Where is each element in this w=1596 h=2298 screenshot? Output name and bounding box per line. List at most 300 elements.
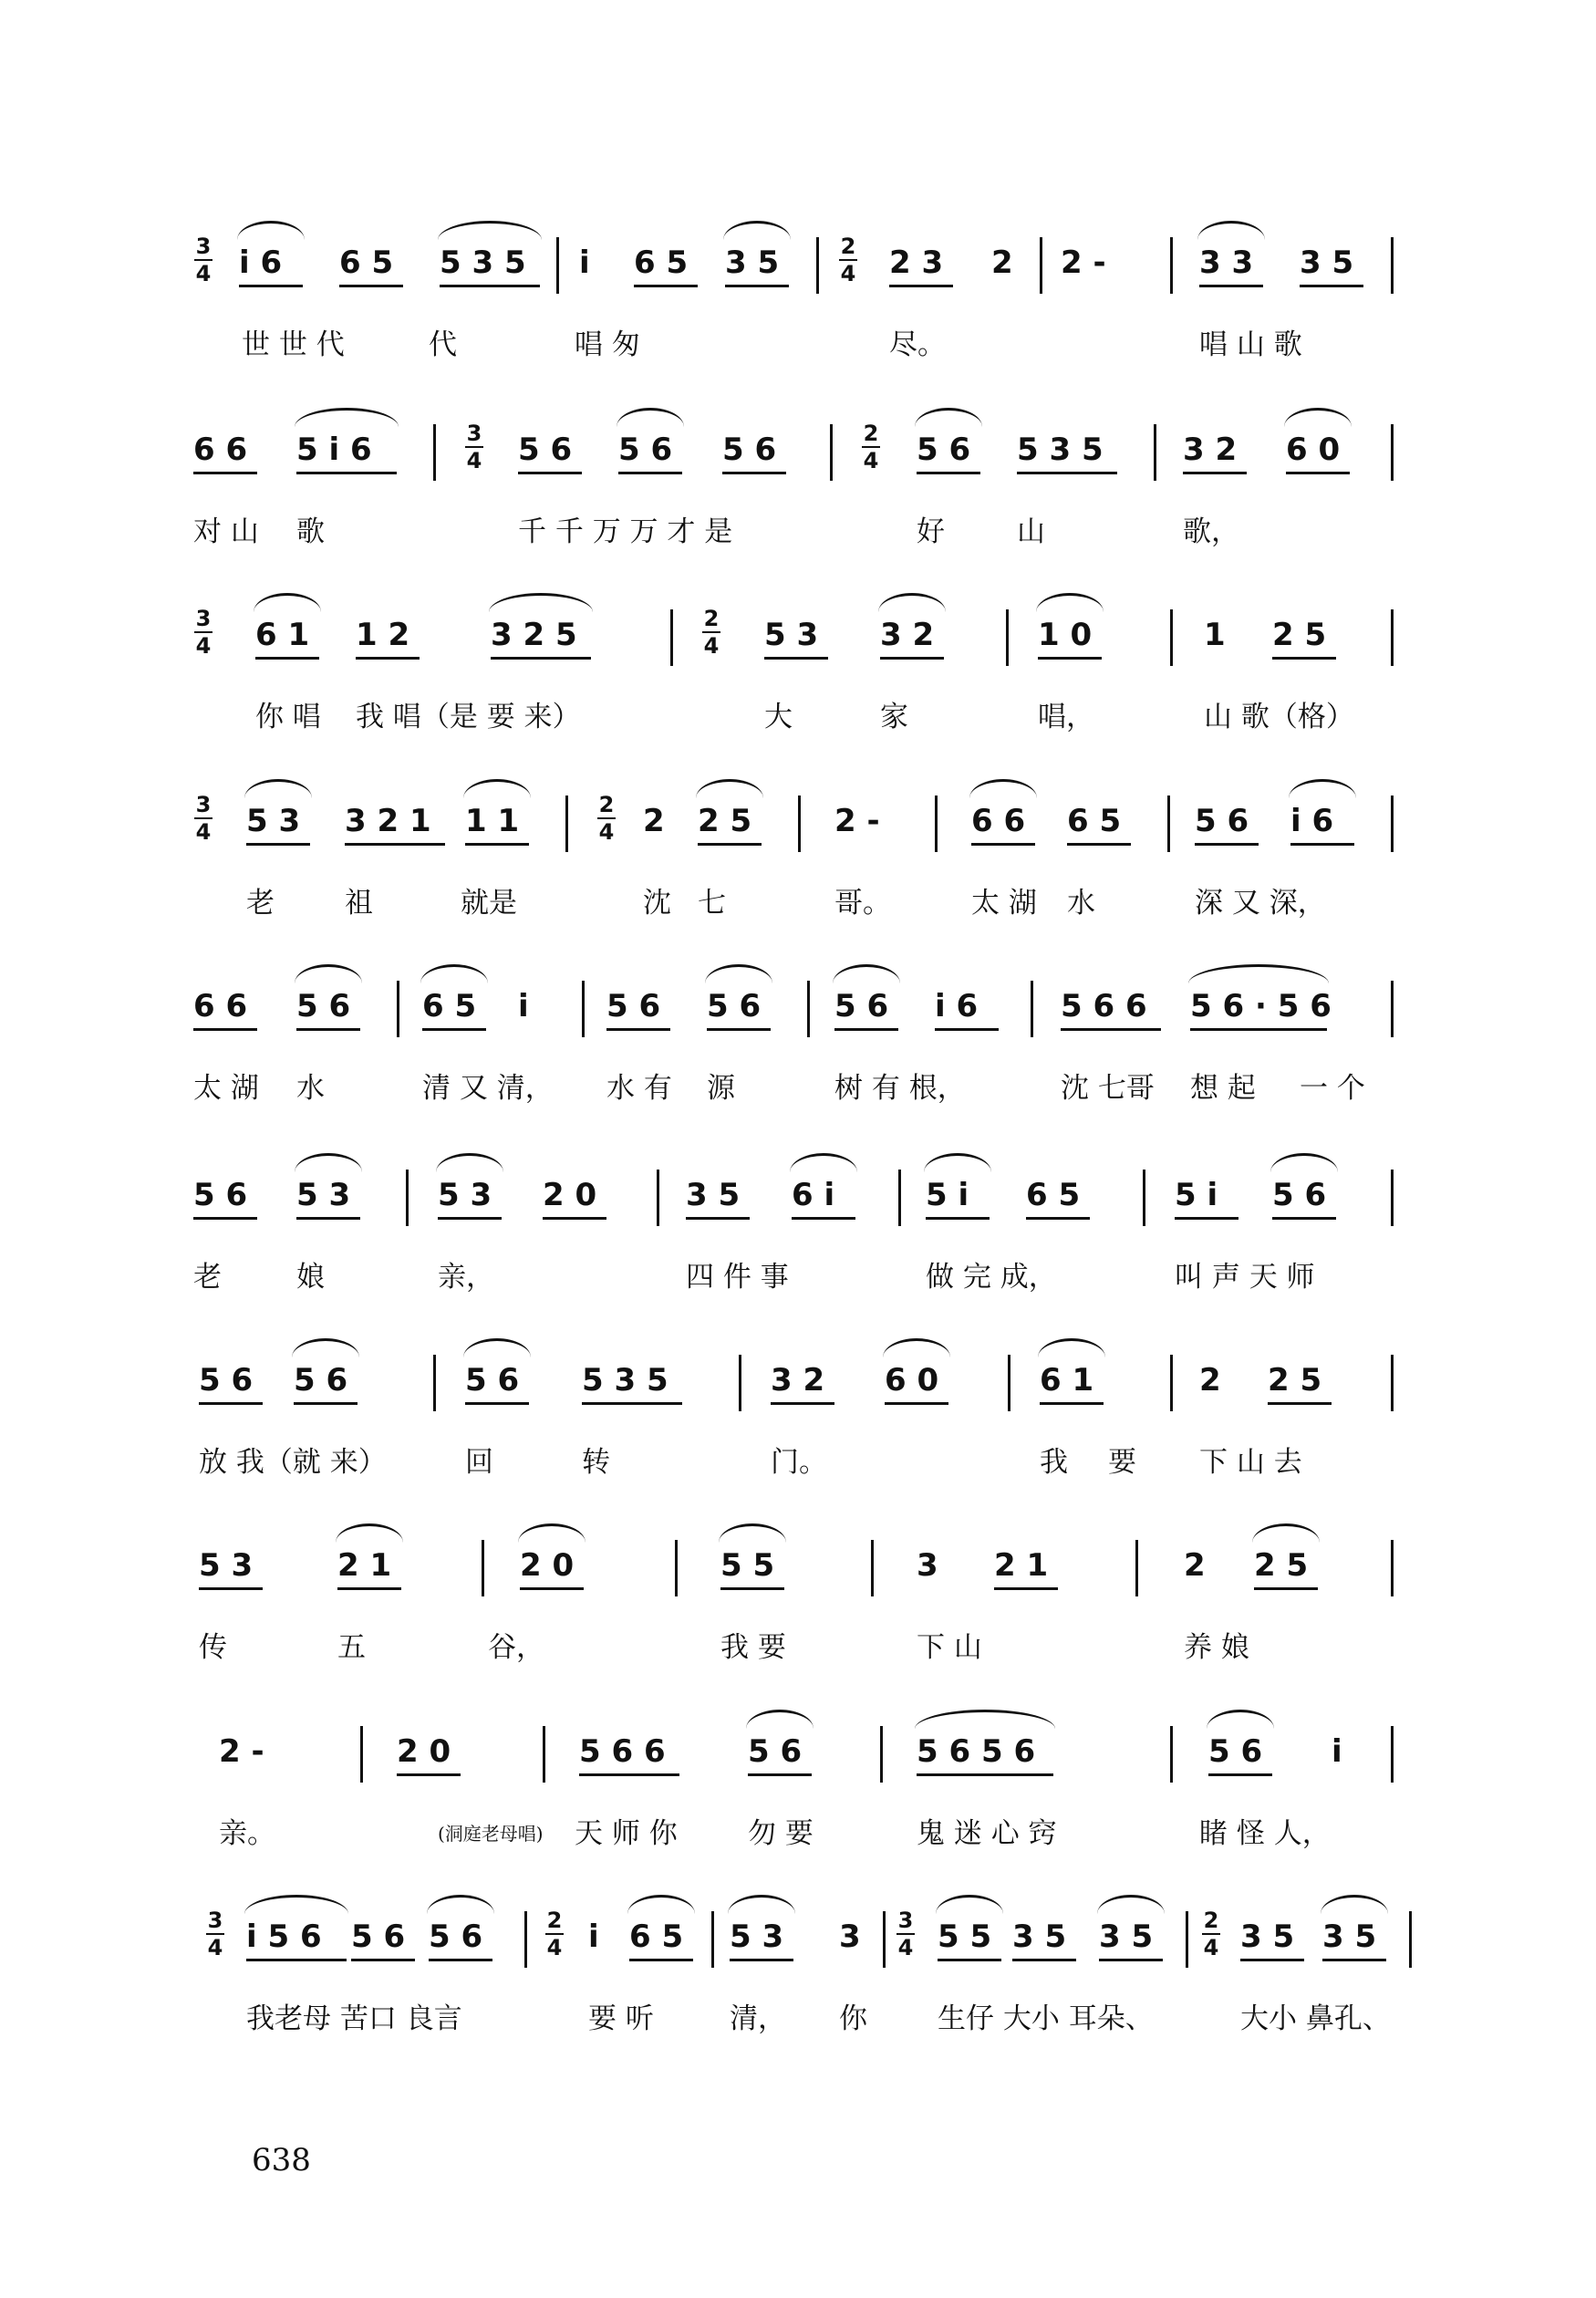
lyric-text: 生仔 大小 耳朵、 [938,2002,1154,2035]
note-group: i [579,244,590,281]
beam-underline [1208,1773,1272,1776]
slur-mark [1036,593,1104,612]
lyric-text: 太 湖 [193,1072,259,1105]
lyric-text: 叫 声 天 师 [1175,1261,1315,1294]
beam-underline [971,843,1035,846]
bar-line [1170,609,1173,666]
beam-underline [1017,472,1117,474]
lyric-text: 代 [429,328,457,361]
beam-underline [730,1959,793,1961]
note-group: 5 3 [730,1918,784,1955]
note-group: 6 i [792,1177,835,1213]
beam-underline [606,1028,670,1031]
note-group: 2 5 [1272,617,1327,653]
beam-underline [889,285,953,287]
beam-underline [938,1959,1001,1961]
bar-line [433,424,436,481]
bar-line [543,1726,545,1783]
lyric-text: 娘 [296,1261,325,1294]
bar-line [1391,981,1394,1037]
beam-underline [618,472,682,474]
note-group: 2 0 [520,1547,575,1584]
note-group: 5 6 [1195,803,1249,839]
lyric-text: 老 [193,1261,222,1294]
beam-underline [296,472,397,474]
lyric-text: 水 [296,1072,325,1105]
note-group: 5 6 [748,1733,803,1770]
beam-underline [707,1028,771,1031]
note-group: 3 2 1 [345,803,431,839]
beam-underline [296,1217,360,1220]
beam-underline [351,1959,415,1961]
beam-underline [764,657,828,660]
bar-line [1186,1911,1188,1968]
slur-mark [746,1710,814,1729]
note-group: 5 6 [429,1918,483,1955]
beam-underline [345,843,445,846]
lyric-text: 尽。 [889,328,946,361]
beam-underline [1254,1587,1318,1590]
beam-underline [1026,1217,1090,1220]
time-signature: 3 4 [897,1908,914,1960]
notation-line [0,1893,1596,1993]
lyric-text: 千 千 万 万 才 是 [518,515,733,548]
slur-mark [295,408,399,427]
bar-line [360,1726,363,1783]
note-group: 6 6 [971,803,1026,839]
slur-mark [244,779,312,798]
bar-line [397,981,399,1037]
bar-line [1167,795,1170,852]
note-group: 5 6 [606,988,661,1024]
bar-line [670,609,673,666]
lyric-text: 对 山 [193,515,259,548]
note-group: 5 6 [193,1177,248,1213]
slur-mark [489,593,593,612]
note-group: i [1332,1733,1342,1770]
lyric-text: 山 歌（格） [1204,701,1354,733]
note-group: 3 5 [1099,1918,1154,1955]
lyric-text: 门。 [771,1446,827,1479]
slur-mark [723,221,791,240]
time-signature: 2 4 [1203,1908,1219,1960]
note-group: 2 [1199,1362,1221,1399]
note-group: 5 6 [707,988,762,1024]
lyric-line [0,508,1596,563]
beam-underline [1067,843,1131,846]
note-group: 2 - [834,803,880,839]
note-group: 5 6 6 [579,1733,666,1770]
slur-mark [518,1523,586,1543]
slur-mark [336,1523,403,1543]
lyric-text: 源 [707,1072,735,1105]
note-group: 5 6 [199,1362,254,1399]
note-group: 3 [839,1918,861,1955]
beam-underline [1175,1217,1238,1220]
lyric-text: 太 湖 [971,887,1037,920]
beam-underline [294,1402,358,1405]
note-group: 2 5 [1254,1547,1309,1584]
bar-line [1143,1170,1145,1226]
note-group: 5 6 [1272,1177,1327,1213]
lyric-text: 就是 [461,887,517,920]
lyric-text: 天 师 你 [575,1817,678,1850]
note-group: 1 1 [465,803,520,839]
note-group: 5 3 5 [582,1362,668,1399]
lyric-line [0,1065,1596,1119]
bar-line [1170,1355,1173,1411]
note-group: i 6 [239,244,283,281]
beam-underline [582,1402,682,1405]
lyric-text: 水 有 [606,1072,672,1105]
lyric-text: 树 有 根， [834,1072,966,1105]
bar-line [675,1540,678,1596]
note-group: 2 1 [337,1547,392,1584]
bar-line [1170,1726,1173,1783]
beam-underline [246,1959,347,1961]
note-group: 2 1 [994,1547,1049,1584]
bar-line [880,1726,883,1783]
slur-mark [1252,1523,1320,1543]
lyric-text: 我老母 苦口 良言 [246,2002,462,2035]
note-group: 3 5 [725,244,780,281]
lyric-text: 你 唱 [255,701,321,733]
beam-underline [296,1028,360,1031]
time-signature: 3 4 [207,1908,223,1960]
bar-line [1154,424,1156,481]
slur-mark [1038,1338,1105,1357]
note-group: 3 [917,1547,938,1584]
beam-underline [440,285,540,287]
lyric-text: 我 [1040,1446,1068,1479]
beam-underline [1038,657,1102,660]
beam-underline [429,1959,492,1961]
time-signature: 3 4 [195,606,212,659]
lyric-text: 大小 鼻孔、 [1240,2002,1391,2035]
beam-underline [698,843,762,846]
beam-underline [339,285,403,287]
lyric-text: 养 娘 [1184,1631,1249,1664]
note-group: 6 6 [193,432,248,468]
lyric-text: 清 又 清， [422,1072,554,1105]
lyric-text: 你 [839,2002,867,2035]
lyric-text: 做 完 成， [926,1261,1057,1294]
note-group: 5 6 · 5 6 [1190,988,1332,1024]
lyric-text: 清， [730,2002,786,2035]
bar-line [883,1911,886,1968]
note-group: 5 6 [518,432,573,468]
lyric-text: 山 [1017,515,1045,548]
beam-underline [255,657,319,660]
lyric-text: 深 又 深， [1195,887,1326,920]
time-signature: 2 4 [703,606,720,659]
lyric-text: 要 [1108,1446,1136,1479]
lyric-text: 我 唱（是 要 来） [356,701,581,733]
bar-line [1391,609,1394,666]
bar-line [1031,981,1033,1037]
bar-line [1006,609,1009,666]
note-group: 2 [1184,1547,1206,1584]
beam-underline [771,1402,834,1405]
slur-mark [617,408,684,427]
note-group: 6 5 [1026,1177,1081,1213]
lyric-text: 谷， [488,1631,544,1664]
note-group: 3 2 [880,617,935,653]
lyric-text: 水 [1067,887,1095,920]
beam-underline [1322,1959,1386,1961]
slur-mark [438,221,542,240]
note-group: i 6 [1290,803,1334,839]
beam-underline [1268,1402,1332,1405]
slur-mark [292,1338,359,1357]
beam-underline [543,1217,606,1220]
lyric-text: 下 山 [917,1631,982,1664]
beam-underline [885,1402,948,1405]
note-group: 6 0 [1286,432,1341,468]
bar-line [739,1355,741,1411]
slur-mark [883,1338,950,1357]
note-group: 5 6 [722,432,777,468]
bar-line [582,981,585,1037]
beam-underline [917,1773,1053,1776]
beam-underline [246,843,310,846]
beam-underline [518,472,582,474]
beam-underline [193,1217,257,1220]
beam-underline [748,1773,812,1776]
beam-underline [834,1028,898,1031]
bar-line [1008,1355,1010,1411]
notation-line [0,406,1596,506]
lyric-line [0,1810,1596,1865]
beam-underline [465,1402,529,1405]
slur-mark [254,593,321,612]
lyric-text: 家 [880,701,908,733]
lyric-line [0,1439,1596,1493]
note-group: i 6 [935,988,979,1024]
slur-mark [1197,221,1265,240]
slur-mark [790,1153,857,1172]
note-group: 3 3 [1199,244,1254,281]
slur-mark [969,779,1037,798]
bar-line [1170,237,1173,294]
bar-line [524,1911,527,1968]
lyric-text: 放 我（就 来） [199,1446,387,1479]
note-group: 3 5 [1012,1918,1067,1955]
lyric-text: 五 [337,1631,366,1664]
lyric-text: 唱 匆 [575,328,640,361]
lyric-text: 大 [764,701,793,733]
slur-mark [1207,1710,1274,1729]
lyric-text: 一 个 [1300,1072,1365,1105]
beam-underline [1012,1959,1076,1961]
note-group: 5 6 [1208,1733,1263,1770]
beam-underline [199,1402,263,1405]
slur-mark [915,1710,1055,1729]
lyric-text: 唱， [1038,701,1094,733]
slur-mark [295,1153,362,1172]
beam-underline [465,843,529,846]
note-group: 5 6 [834,988,889,1024]
bar-line [1040,237,1042,294]
note-group: 1 2 [356,617,410,653]
note-group: 3 2 [1183,432,1238,468]
note-group: 6 0 [885,1362,939,1399]
bar-line [1135,1540,1138,1596]
note-group: 3 2 5 [491,617,577,653]
note-group: 5 6 [465,1362,520,1399]
time-signature: 2 4 [840,234,856,286]
note-group: 2 0 [543,1177,597,1213]
beam-underline [397,1773,461,1776]
time-signature: 3 4 [466,421,482,473]
beam-underline [792,1217,855,1220]
beam-underline [725,285,789,287]
beam-underline [239,285,303,287]
lyric-text: 四 件 事 [686,1261,789,1294]
bar-line [556,237,559,294]
note-group: 5 6 [351,1918,406,1955]
beam-underline [1099,1959,1163,1961]
slur-mark [833,964,900,983]
note-group: 5 3 [246,803,301,839]
note-group: 5 6 [296,988,351,1024]
note-group: 6 1 [1040,1362,1094,1399]
slur-mark [436,1153,503,1172]
beam-underline [199,1587,263,1590]
note-group: 5 5 [720,1547,775,1584]
beam-underline [438,1217,502,1220]
lyric-text: 亲。 [219,1817,275,1850]
notation-line [0,1708,1596,1808]
beam-underline [720,1587,784,1590]
slur-mark [1188,964,1329,983]
bar-line [871,1540,874,1596]
bar-line [816,237,819,294]
beam-underline [422,1028,486,1031]
beam-underline [1272,657,1336,660]
note-group: 3 5 [686,1177,741,1213]
beam-underline [1300,285,1363,287]
note-group: 2 5 [1268,1362,1322,1399]
notation-line [0,219,1596,319]
slur-mark [244,1895,348,1914]
notation-line [0,591,1596,691]
lyric-text: 世 世 代 [242,328,345,361]
lyric-text: 亲， [438,1261,494,1294]
bar-line [1409,1911,1412,1968]
note-group: 2 0 [397,1733,451,1770]
slur-mark [237,221,305,240]
lyric-line [0,1253,1596,1308]
lyric-text: 下 山 去 [1199,1446,1302,1479]
beam-underline [722,472,786,474]
note-group: 5 5 [938,1918,992,1955]
page-number: 638 [252,2142,311,2178]
slur-mark [719,1523,786,1543]
note-group: 2 - [1061,244,1106,281]
bar-line [798,795,801,852]
lyric-text: 转 [582,1446,610,1479]
lyric-text: 睹 怪 人， [1199,1817,1331,1850]
note-group: 1 [1204,617,1226,653]
note-group: 6 5 [422,988,477,1024]
bar-line [1391,795,1394,852]
bar-line [711,1911,714,1968]
bar-line [406,1170,409,1226]
slur-mark [924,1153,991,1172]
note-group: i [588,1918,599,1955]
bar-line [657,1170,659,1226]
notation-line [0,1522,1596,1622]
slur-mark [936,1895,1003,1914]
time-signature: 3 4 [195,234,212,286]
note-group: 3 5 [1240,1918,1295,1955]
note-group: 5 6 [618,432,673,468]
lyric-text: 传 [199,1631,227,1664]
beam-underline [1061,1028,1161,1031]
lyric-text: 勿 要 [748,1817,814,1850]
bar-line [433,1355,436,1411]
note-group: 2 [643,803,665,839]
note-group: 5 i 6 [296,432,372,468]
note-group: 3 5 [1300,244,1354,281]
beam-underline [1240,1959,1304,1961]
note-group: 6 1 [255,617,310,653]
note-group: 5 i [1175,1177,1218,1213]
bar-line [1391,1540,1394,1596]
lyric-text: 沈 七哥 [1061,1072,1155,1105]
beam-underline [917,472,980,474]
time-signature: 2 4 [546,1908,563,1960]
notation-line [0,777,1596,878]
note-group: 6 5 [339,244,394,281]
note-group: 5 i [926,1177,969,1213]
slur-mark [463,779,531,798]
beam-underline [356,657,420,660]
lyric-text: 鬼 迷 心 窍 [917,1817,1057,1850]
notation-line [0,962,1596,1063]
note-group: 3 2 [771,1362,825,1399]
time-signature: 2 4 [863,421,879,473]
note-group: i [518,988,529,1024]
beam-underline [520,1587,584,1590]
beam-underline [193,1028,257,1031]
beam-underline [1195,843,1259,846]
beam-underline [686,1217,750,1220]
slur-mark [696,779,763,798]
note-group: 6 6 [193,988,248,1024]
lyric-text: 唱 山 歌 [1199,328,1302,361]
slur-mark [295,964,362,983]
note-group: 1 0 [1038,617,1093,653]
note-group: 5 3 [438,1177,492,1213]
bar-line [482,1540,484,1596]
beam-underline [1290,843,1354,846]
note-group: 6 5 [634,244,689,281]
bar-line [1391,1355,1394,1411]
time-signature: 2 4 [598,792,615,845]
bar-line [1391,424,1394,481]
lyric-text: 哥。 [834,887,891,920]
beam-underline [935,1028,999,1031]
beam-underline [1040,1402,1104,1405]
beam-underline [1190,1028,1327,1031]
lyric-text: 老 [246,887,275,920]
bar-line [807,981,810,1037]
beam-underline [1272,1217,1336,1220]
note-group: 5 3 5 [1017,432,1104,468]
slur-mark [705,964,772,983]
